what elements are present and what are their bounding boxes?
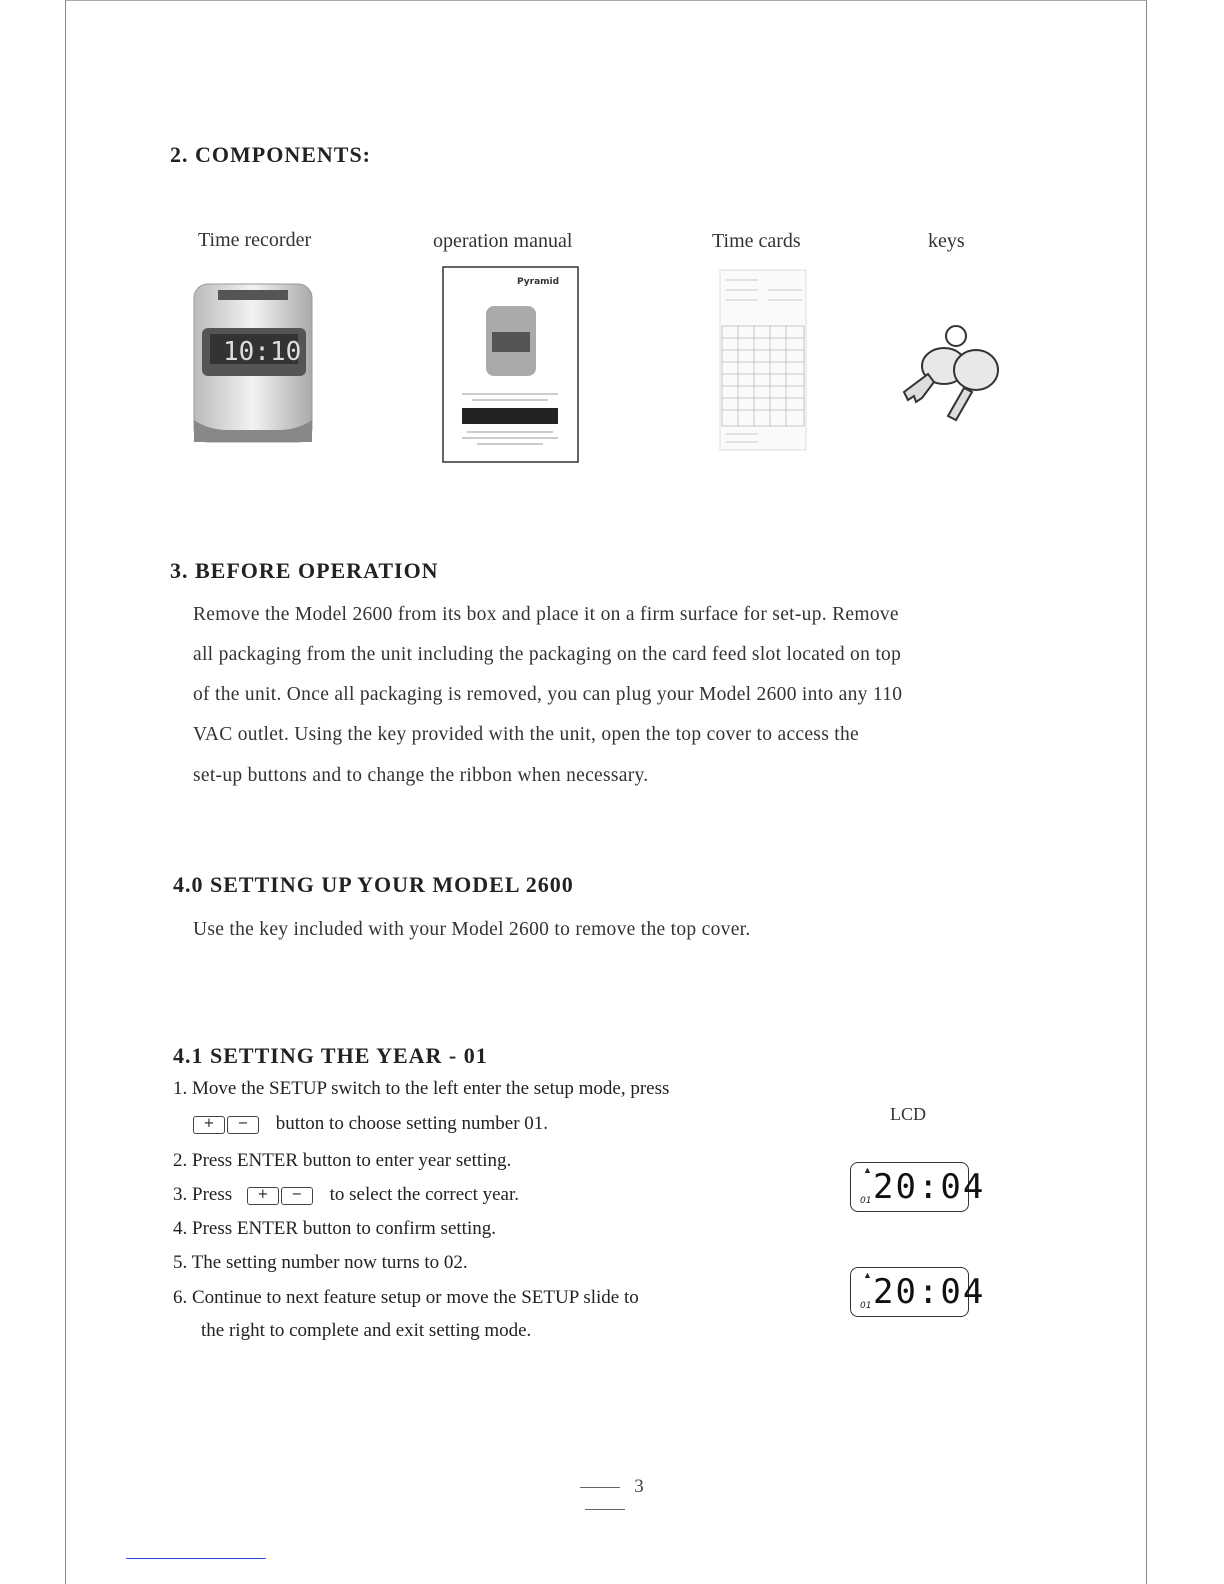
minus-button-icon: − — [281, 1187, 313, 1205]
time-cards-label: Time cards — [712, 230, 801, 252]
lcd-display-2 — [850, 1267, 986, 1317]
step-1: 1. Move the SETUP switch to the left enter the setup mode, press — [173, 1078, 670, 1099]
operation-manual-label: operation manual — [433, 230, 573, 252]
components-heading: 2. COMPONENTS: — [170, 142, 371, 167]
step-1-cont — [193, 1113, 548, 1135]
time-recorder-label: Time recorder — [198, 229, 312, 251]
step-3-text-b: to select the correct year. — [329, 1184, 519, 1205]
step-4: 4. Press ENTER button to confirm setting. — [173, 1218, 496, 1239]
lcd-digits: 20:04 — [873, 1167, 986, 1207]
step-6-cont: the right to complete and exit setting mode. — [201, 1320, 532, 1341]
lcd-setting-number: 01 — [860, 1196, 872, 1206]
setting-up-heading: 4.0 SETTING UP YOUR MODEL 2600 — [173, 872, 574, 897]
page-number-text: 3 — [634, 1476, 644, 1497]
step-2: 2. Press ENTER button to enter year setting. — [173, 1150, 512, 1171]
link-underline[interactable] — [126, 1558, 266, 1559]
before-operation-line-4: VAC outlet. Using the key provided with the unit, open the top cover to access the — [193, 724, 859, 745]
recorder-display-text: 10:10 — [223, 337, 302, 367]
lcd-label: LCD — [890, 1104, 926, 1124]
setting-year-heading: 4.1 SETTING THE YEAR - 01 — [173, 1043, 488, 1068]
before-operation-line-2: all packaging from the unit including the packaging on the card feed slot located on top — [193, 644, 902, 665]
step-3 — [173, 1184, 519, 1206]
before-operation-heading: 3. BEFORE OPERATION — [170, 558, 439, 583]
step-5: 5. The setting number now turns to 02. — [173, 1252, 468, 1273]
manual-image — [442, 266, 580, 464]
before-operation-line-1: Remove the Model 2600 from its box and place it on a firm surface for set-up. Remove — [193, 604, 899, 625]
step-6: 6. Continue to next feature setup or move the SETUP slide to — [173, 1287, 639, 1308]
time-recorder-image — [188, 280, 318, 450]
manual-brand: Pyramid — [517, 277, 560, 287]
lcd-display-1 — [850, 1162, 986, 1212]
indicator-icon: ▲ — [863, 1270, 872, 1280]
before-operation-line-5: set-up buttons and to change the ribbon when necessary. — [193, 765, 649, 786]
indicator-icon: ▲ — [863, 1165, 872, 1175]
before-operation-line-3: of the unit. Once all packaging is removed, you can plug your Model 2600 into any 110 — [193, 684, 903, 705]
keys-label: keys — [928, 230, 965, 252]
setting-up-text: Use the key included with your Model 2600 to remove the top cover. — [193, 919, 751, 940]
page-number — [540, 1476, 670, 1520]
keys-image — [892, 304, 1004, 424]
plus-button-icon: + — [247, 1187, 279, 1205]
plus-button-icon: + — [193, 1116, 225, 1134]
lcd-digits: 20:04 — [873, 1272, 986, 1312]
minus-button-icon: − — [227, 1116, 259, 1134]
lcd-setting-number: 01 — [860, 1301, 872, 1311]
time-card-image — [718, 268, 810, 454]
step-1-cont-text: button to choose setting number 01. — [275, 1113, 549, 1134]
step-3-text-a: 3. Press — [173, 1184, 233, 1205]
